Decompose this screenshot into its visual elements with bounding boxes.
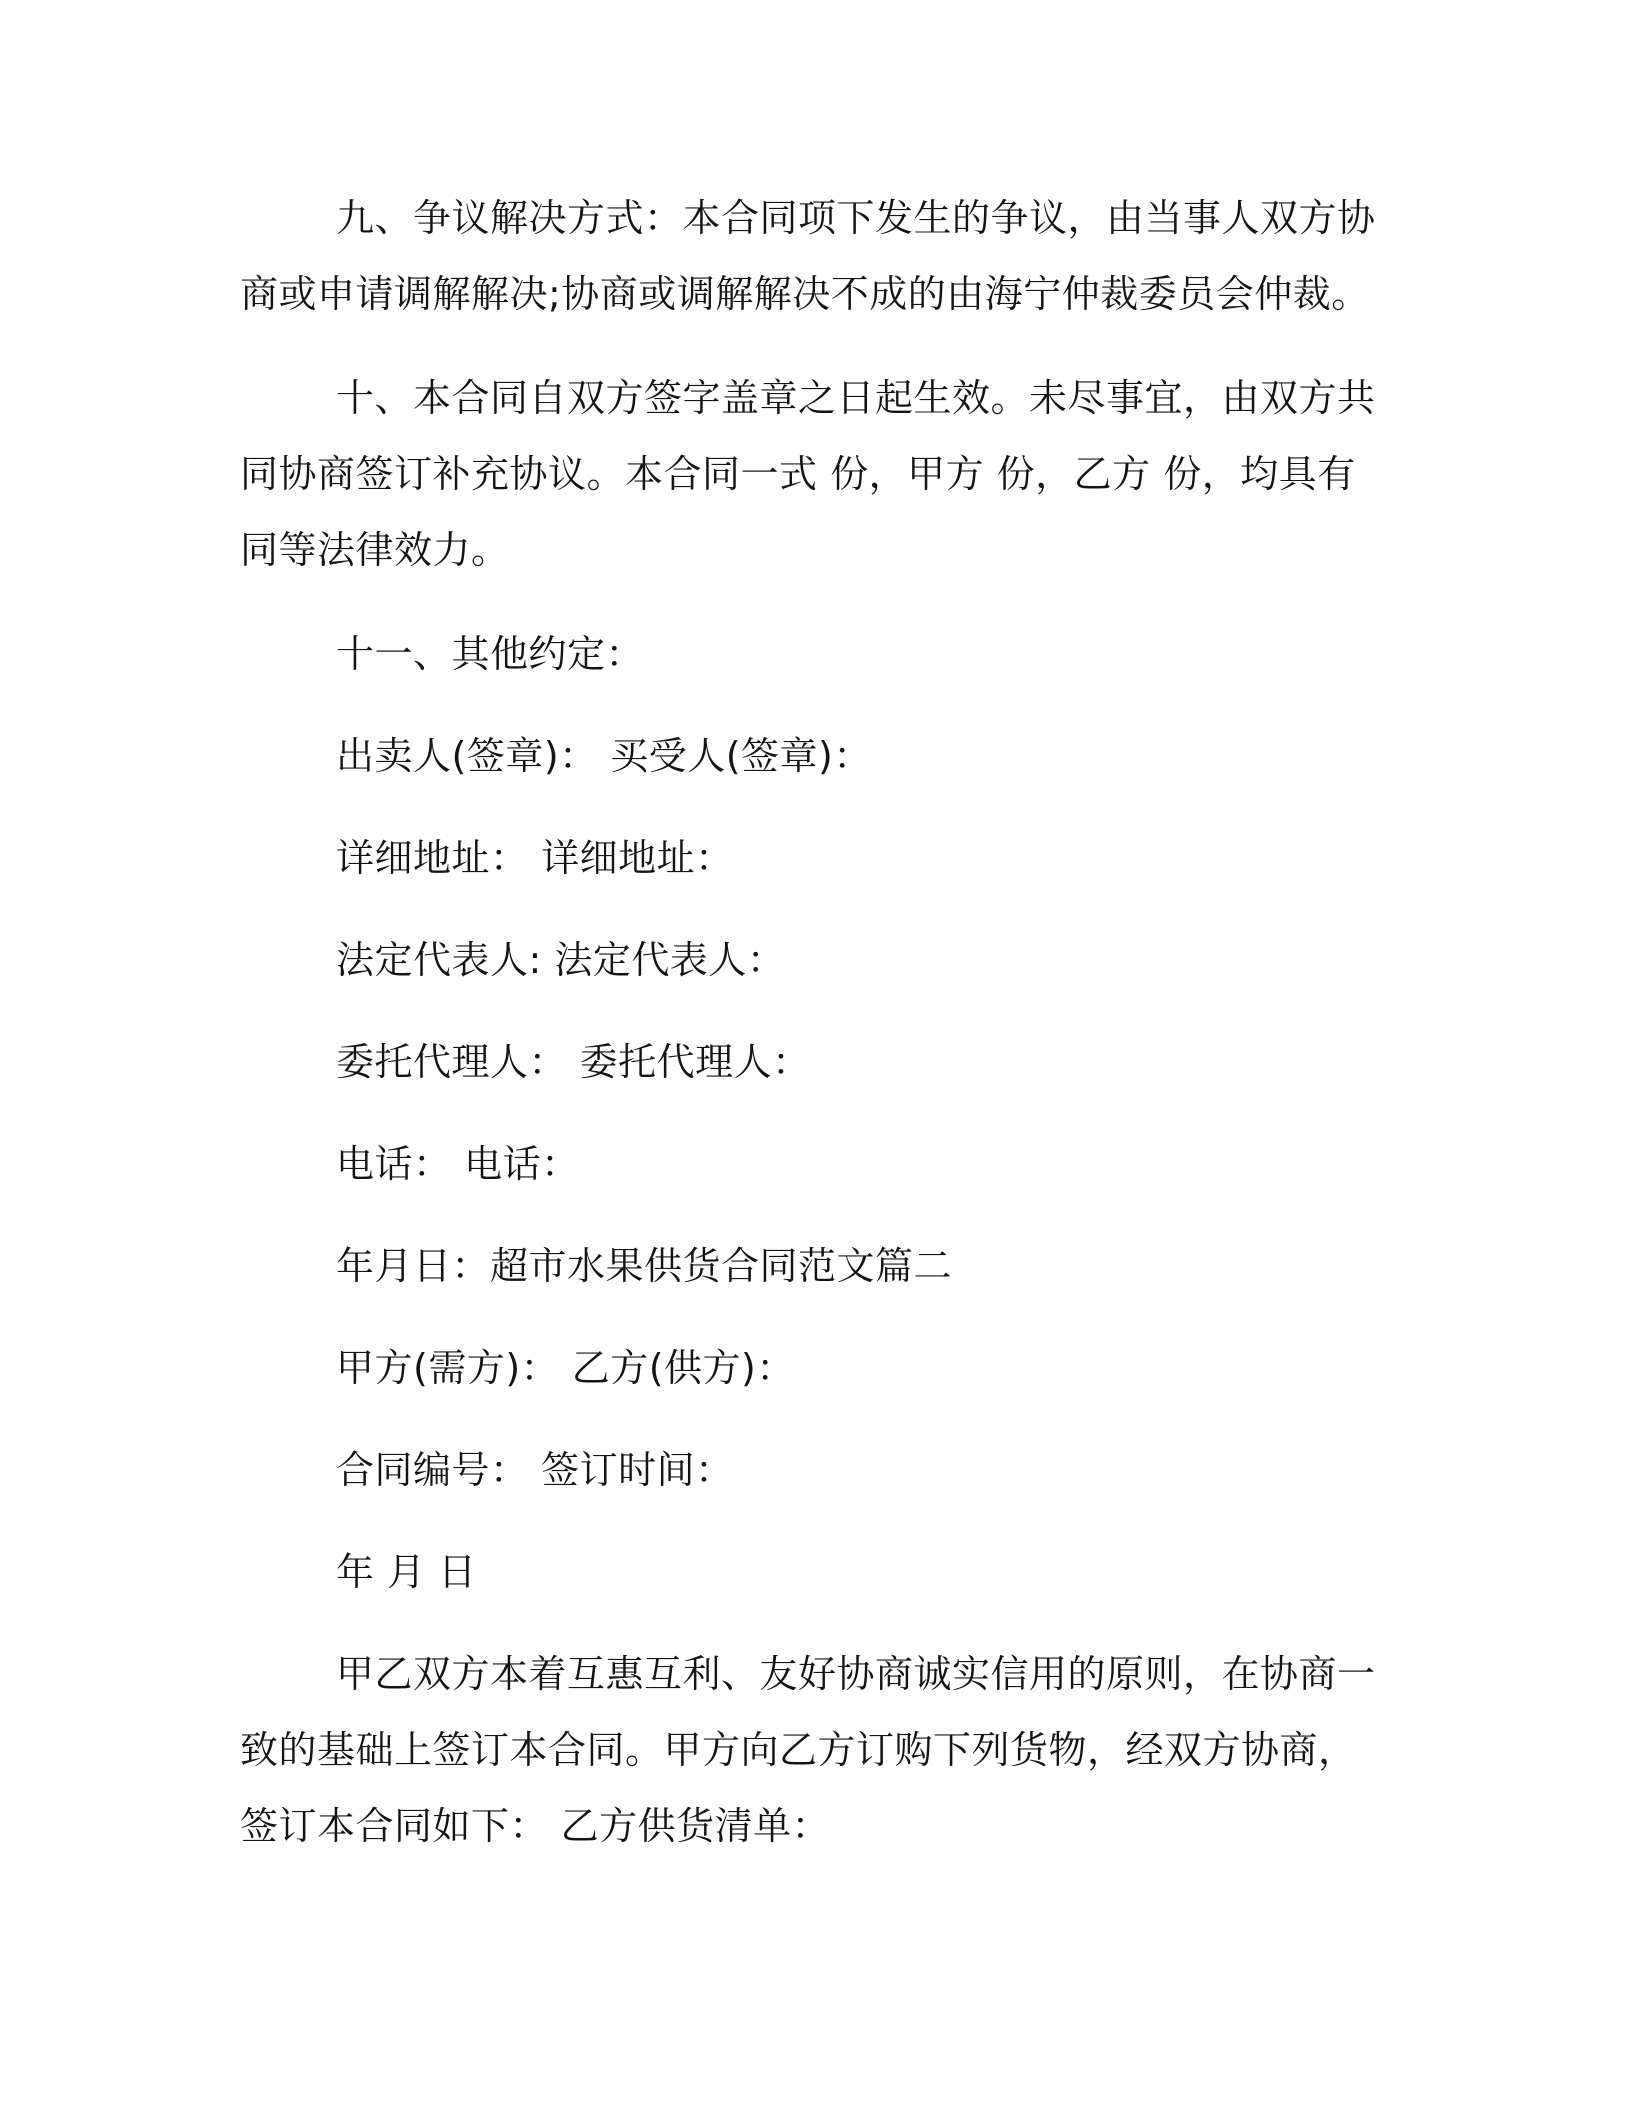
legal-representative-line: 法定代表人: 法定代表人： (336, 938, 786, 982)
phone-line: 电话： 电话： (336, 1142, 580, 1186)
date-and-section-title: 年月日：超市水果供货合同范文篇二 (336, 1244, 953, 1288)
agent-line: 委托代理人： 委托代理人： (336, 1040, 811, 1084)
seller-buyer-signature-line: 出卖人(签章)： 买受人(签章)： (336, 734, 872, 778)
contract-intro-paragraph: 甲乙双方本着互惠互利、友好协商诚实信用的原则，在协商一致的基础上签订本合同。甲方向乙方订购下列货物，经双方协商，签订本合同如下： 乙方供货清单： (240, 1652, 1376, 1848)
clause-11-other-terms: 十一、其他约定： (336, 632, 645, 676)
clause-9-dispute-resolution: 九、争议解决方式：本合同项下发生的争议，由当事人双方协商或申请调解解决;协商或调解解决不成的由海宁仲裁委员会仲裁。 (240, 196, 1376, 316)
year-month-day-line: 年 月 日 (336, 1550, 477, 1594)
clause-10-effectiveness: 十、本合同自双方签字盖章之日起生效。未尽事宜，由双方共同协商签订补充协议。本合同一式 份，甲方 份，乙方 份，均具有同等法律效力。 (240, 376, 1376, 572)
parties-line: 甲方(需方)： 乙方(供方)： (336, 1346, 795, 1390)
contract-number-line: 合同编号： 签订时间： (336, 1448, 734, 1492)
address-line: 详细地址： 详细地址： (336, 836, 734, 880)
